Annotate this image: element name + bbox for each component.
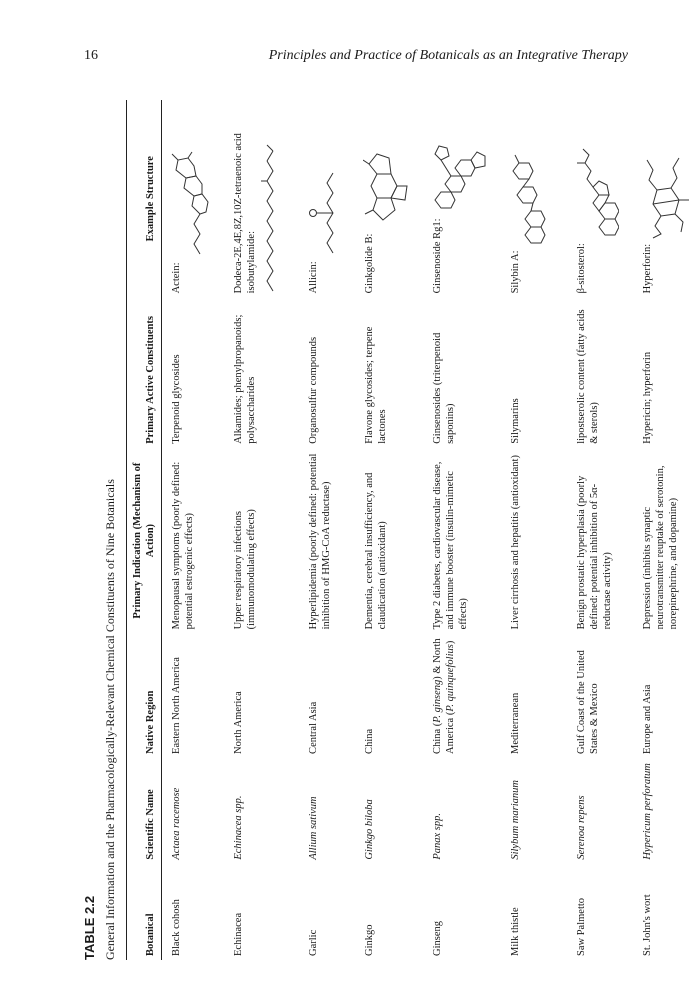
cell-native-region: Eastern North America (171, 657, 183, 754)
cell-primary-indication: Menopausal symptoms (poorly defined: potential estrogenic effects) (171, 461, 196, 630)
header-active-constituents: Primary Active Constituents (127, 297, 162, 447)
region-text: China ( (431, 722, 443, 754)
cell-botanical: Echinacea (233, 912, 245, 956)
cell-native-region: Europe and Asia (633, 633, 700, 758)
table-header-row (127, 100, 162, 960)
region-text: ) & North America ( (431, 638, 456, 754)
rotated-table-area (82, 100, 679, 960)
cell-active-constituents: Ginsenosides (triterpenoid saponins) (431, 332, 456, 444)
cell-active-constituents: Organosulfur compounds (307, 336, 319, 444)
table-label: TABLE 2.2 (82, 895, 97, 960)
cell-example-structure (355, 100, 423, 297)
cell-primary-indication: Liver cirrhosis and hepatitis (antioxidant) (509, 455, 521, 630)
botanicals-table (126, 100, 700, 960)
cell-active-constituents: Terpenoid glycosides (171, 354, 183, 444)
header-native-region: Native Region (127, 633, 162, 758)
table-row (501, 100, 567, 960)
table-row (567, 100, 633, 960)
cell-example-structure (633, 100, 700, 297)
cell-scientific-name: Ginkgo biloba (363, 799, 375, 860)
cell-botanical: Milk thistle (509, 907, 521, 956)
cell-primary-indication: Hyperlipidemia (poorly defined: potential inhibition of HMG-CoA reductase) (307, 453, 332, 630)
cell-native-region (423, 633, 501, 758)
structure-name: Dodeca-2E,4E,8Z,10Z-tetraenoic acid isobutylamide: (233, 133, 258, 294)
cell-botanical: St. John's wort (633, 864, 700, 960)
header-botanical: Botanical (127, 864, 162, 960)
cell-botanical: Ginseng (431, 921, 443, 956)
cell-native-region: China (363, 728, 375, 754)
cell-example-structure (567, 100, 633, 297)
cell-botanical: Ginkgo (363, 924, 375, 956)
structure-name: Actein: (171, 262, 183, 294)
cell-native-region: Gulf Coast of the United States & Mexico (575, 650, 600, 754)
cell-active-constituents: Alkamides; phenylpropanoids; polysaccharides (233, 314, 258, 444)
cell-scientific-name: Hypericum perforatum (633, 758, 700, 864)
structure-name: β-sitosterol: (575, 243, 587, 294)
actein-structure-icon (170, 149, 210, 259)
cell-primary-indication: Type 2 diabetes, cardiovascular disease, and immune booster (insulin-mimetic effects) (431, 461, 469, 630)
table-row (224, 100, 298, 960)
allicin-structure-icon (307, 167, 341, 257)
hyperforin-structure-icon (641, 154, 691, 240)
structure-name: Allicin: (307, 261, 319, 294)
structure-name: Ginsenoside Rg1: (431, 218, 443, 294)
region-species: P. quinquefolius (444, 644, 456, 712)
cell-native-region: North America (233, 691, 245, 754)
cell-botanical: Saw Palmetto (575, 897, 587, 956)
cell-active-constituents: Flavone glycosides; terpene lactones (363, 326, 388, 444)
cell-scientific-name: Echinacea spp. (233, 795, 245, 860)
ginkgolide-structure-icon (363, 150, 409, 230)
page-number: 16 (84, 48, 98, 63)
cell-active-constituents: Hypericin; hyperforin (633, 297, 700, 447)
cell-scientific-name: Serenoa repens (575, 795, 587, 860)
silybin-structure-icon (509, 151, 553, 247)
cell-primary-indication: Benign prostatic hyperplasia (poorly defined: potential inhibition of 5α-reductase activity) (575, 475, 613, 630)
table-caption: General Information and the Pharmacologically-Relevant Chemical Constituents of Nine Botanicals (103, 479, 117, 960)
cell-example-structure (299, 100, 355, 297)
cell-example-structure (224, 100, 298, 297)
cell-example-structure (501, 100, 567, 297)
region-species: P. ginseng (431, 679, 443, 723)
region-text: ) (444, 640, 456, 645)
cell-scientific-name: Allium sativum (307, 796, 319, 860)
cell-native-region: Central Asia (307, 701, 319, 754)
structure-name: Hyperforin: (641, 243, 653, 294)
cell-native-region: Mediterranean (509, 692, 521, 754)
cell-botanical: Black cohosh (171, 899, 183, 956)
cell-primary-indication: Upper respiratory infections (immunomodulating effects) (233, 509, 258, 630)
header-example-structure: Example Structure (127, 100, 162, 297)
table-row (162, 100, 225, 960)
cell-example-structure (423, 100, 501, 297)
structure-name: Ginkgolide B: (363, 233, 375, 294)
header-scientific-name: Scientific Name (127, 758, 162, 864)
cell-botanical: Garlic (307, 929, 319, 956)
cell-scientific-name: Actaea racemose (171, 787, 183, 860)
table-row (299, 100, 355, 960)
structure-name: Silybin A: (509, 250, 521, 294)
cell-active-constituents: Silymarins (509, 398, 521, 444)
table-row (633, 100, 700, 960)
header-primary-indication: Primary Indication (Mechanism of Action) (127, 448, 162, 634)
cell-scientific-name: Silybum marianum (509, 780, 521, 860)
cell-scientific-name: Panax spp. (431, 813, 443, 860)
table-row (423, 100, 501, 960)
sitosterol-structure-icon (575, 147, 619, 239)
running-head: Principles and Practice of Botanicals as an Integrative Therapy (268, 48, 628, 63)
ginsenoside-structure-icon (431, 144, 487, 214)
cell-primary-indication: Depression (inhibits synaptic neurotransmitter reuptake of serotonin, norepinephrine, and dopamine) (633, 448, 700, 634)
alkamide-structure-icon (259, 143, 281, 293)
cell-primary-indication: Dementia, cerebral insufficiency, and claudication (antioxidant) (363, 472, 388, 630)
table-row (355, 100, 423, 960)
cell-example-structure (162, 100, 225, 297)
cell-active-constituents: lipostserolic content (fatty acids & sterols) (575, 309, 600, 444)
